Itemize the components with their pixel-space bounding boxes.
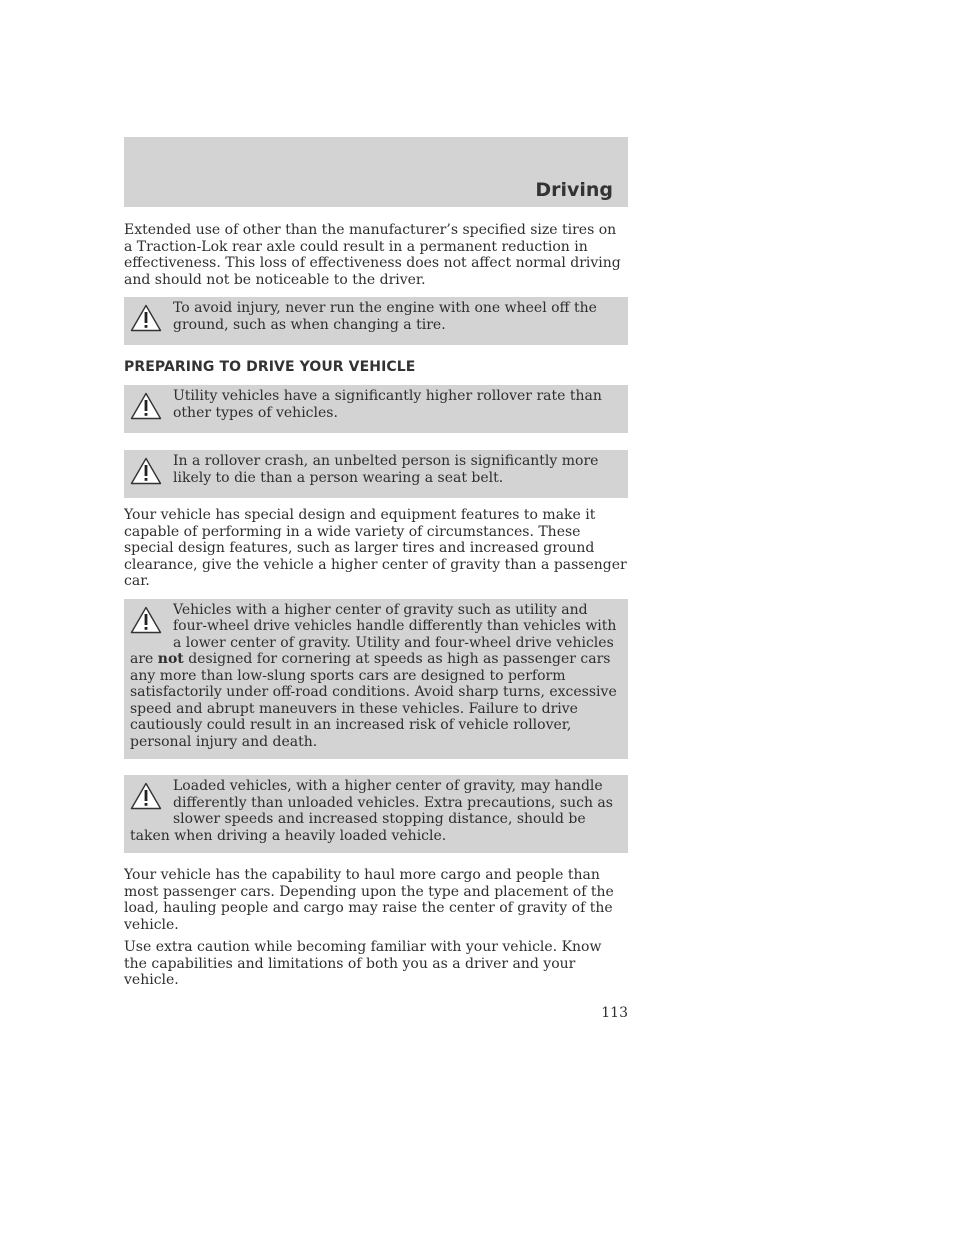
warning-box-loaded-vehicles xyxy=(124,775,628,853)
subheading: PREPARING TO DRIVE YOUR VEHICLE xyxy=(124,359,416,375)
warning-emphasis: not xyxy=(157,651,184,667)
warning-text-part: designed for cornering at speeds as high as passenger cars any more than low-slung sports cars are designed to perform satisfactorily under off-road conditions. Avoid sharp turns, excessive speed and abrupt maneuvers in these vehicles. Failure to drive cautiously could result in an increased risk of vehicle rollover, personal injury and death. xyxy=(130,651,617,750)
warning-box-rollover-rate xyxy=(124,385,628,433)
warning-text-part: Vehicles with a higher center of gravity such as utility and four-wheel drive vehicles handle differently than vehicles with a lower center of gravity. Utility and four-wheel drive vehicles are xyxy=(130,601,617,667)
warning-triangle-icon xyxy=(130,304,162,334)
paragraph-special-design: Your vehicle has special design and equipment features to make it capable of performing in a wide variety of circumstances. These special design features, such as larger tires and increased ground clearance, give the vehicle a higher center of gravity than a passenger car. xyxy=(124,507,627,589)
warning-box-unbelted xyxy=(124,450,628,498)
page-number: 113 xyxy=(601,1004,628,1021)
warning-triangle-icon xyxy=(130,392,162,422)
warning-text: Utility vehicles have a significantly higher rollover rate than other types of vehicles. xyxy=(173,388,602,421)
paragraph-extra-caution: Use extra caution while becoming familiar with your vehicle. Know the capabilities and limitations of both you as a driver and your vehicle. xyxy=(124,939,602,988)
manual-page xyxy=(124,137,628,1021)
warning-box-center-of-gravity xyxy=(124,599,628,760)
warning-box-engine xyxy=(124,297,628,345)
section-header-band xyxy=(124,137,628,207)
warning-triangle-icon xyxy=(130,457,162,487)
warning-text: Loaded vehicles, with a higher center of gravity, may handle differently than unloaded vehicles. Extra precautions, such as slower speeds and increased stopping distance, should be taken when driving a heavily loaded vehicle. xyxy=(130,778,613,844)
warning-text: To avoid injury, never run the engine with one wheel off the ground, such as when changing a tire. xyxy=(173,300,597,333)
paragraph-traction-lok: Extended use of other than the manufacturer’s specified size tires on a Traction-Lok rear axle could result in a permanent reduction in effectiveness. This loss of effectiveness does not affect normal driving and should not be noticeable to the driver. xyxy=(124,222,621,288)
paragraph-haul-cargo: Your vehicle has the capability to haul more cargo and people than most passenger cars. Depending upon the type and placement of the load, hauling people and cargo may raise the center of gravity of the vehicle. xyxy=(124,867,614,933)
warning-triangle-icon xyxy=(130,606,162,636)
section-title: Driving xyxy=(535,179,613,201)
warning-text xyxy=(130,602,622,751)
warning-text: In a rollover crash, an unbelted person is significantly more likely to die than a person wearing a seat belt. xyxy=(173,453,599,486)
warning-triangle-icon xyxy=(130,782,162,812)
